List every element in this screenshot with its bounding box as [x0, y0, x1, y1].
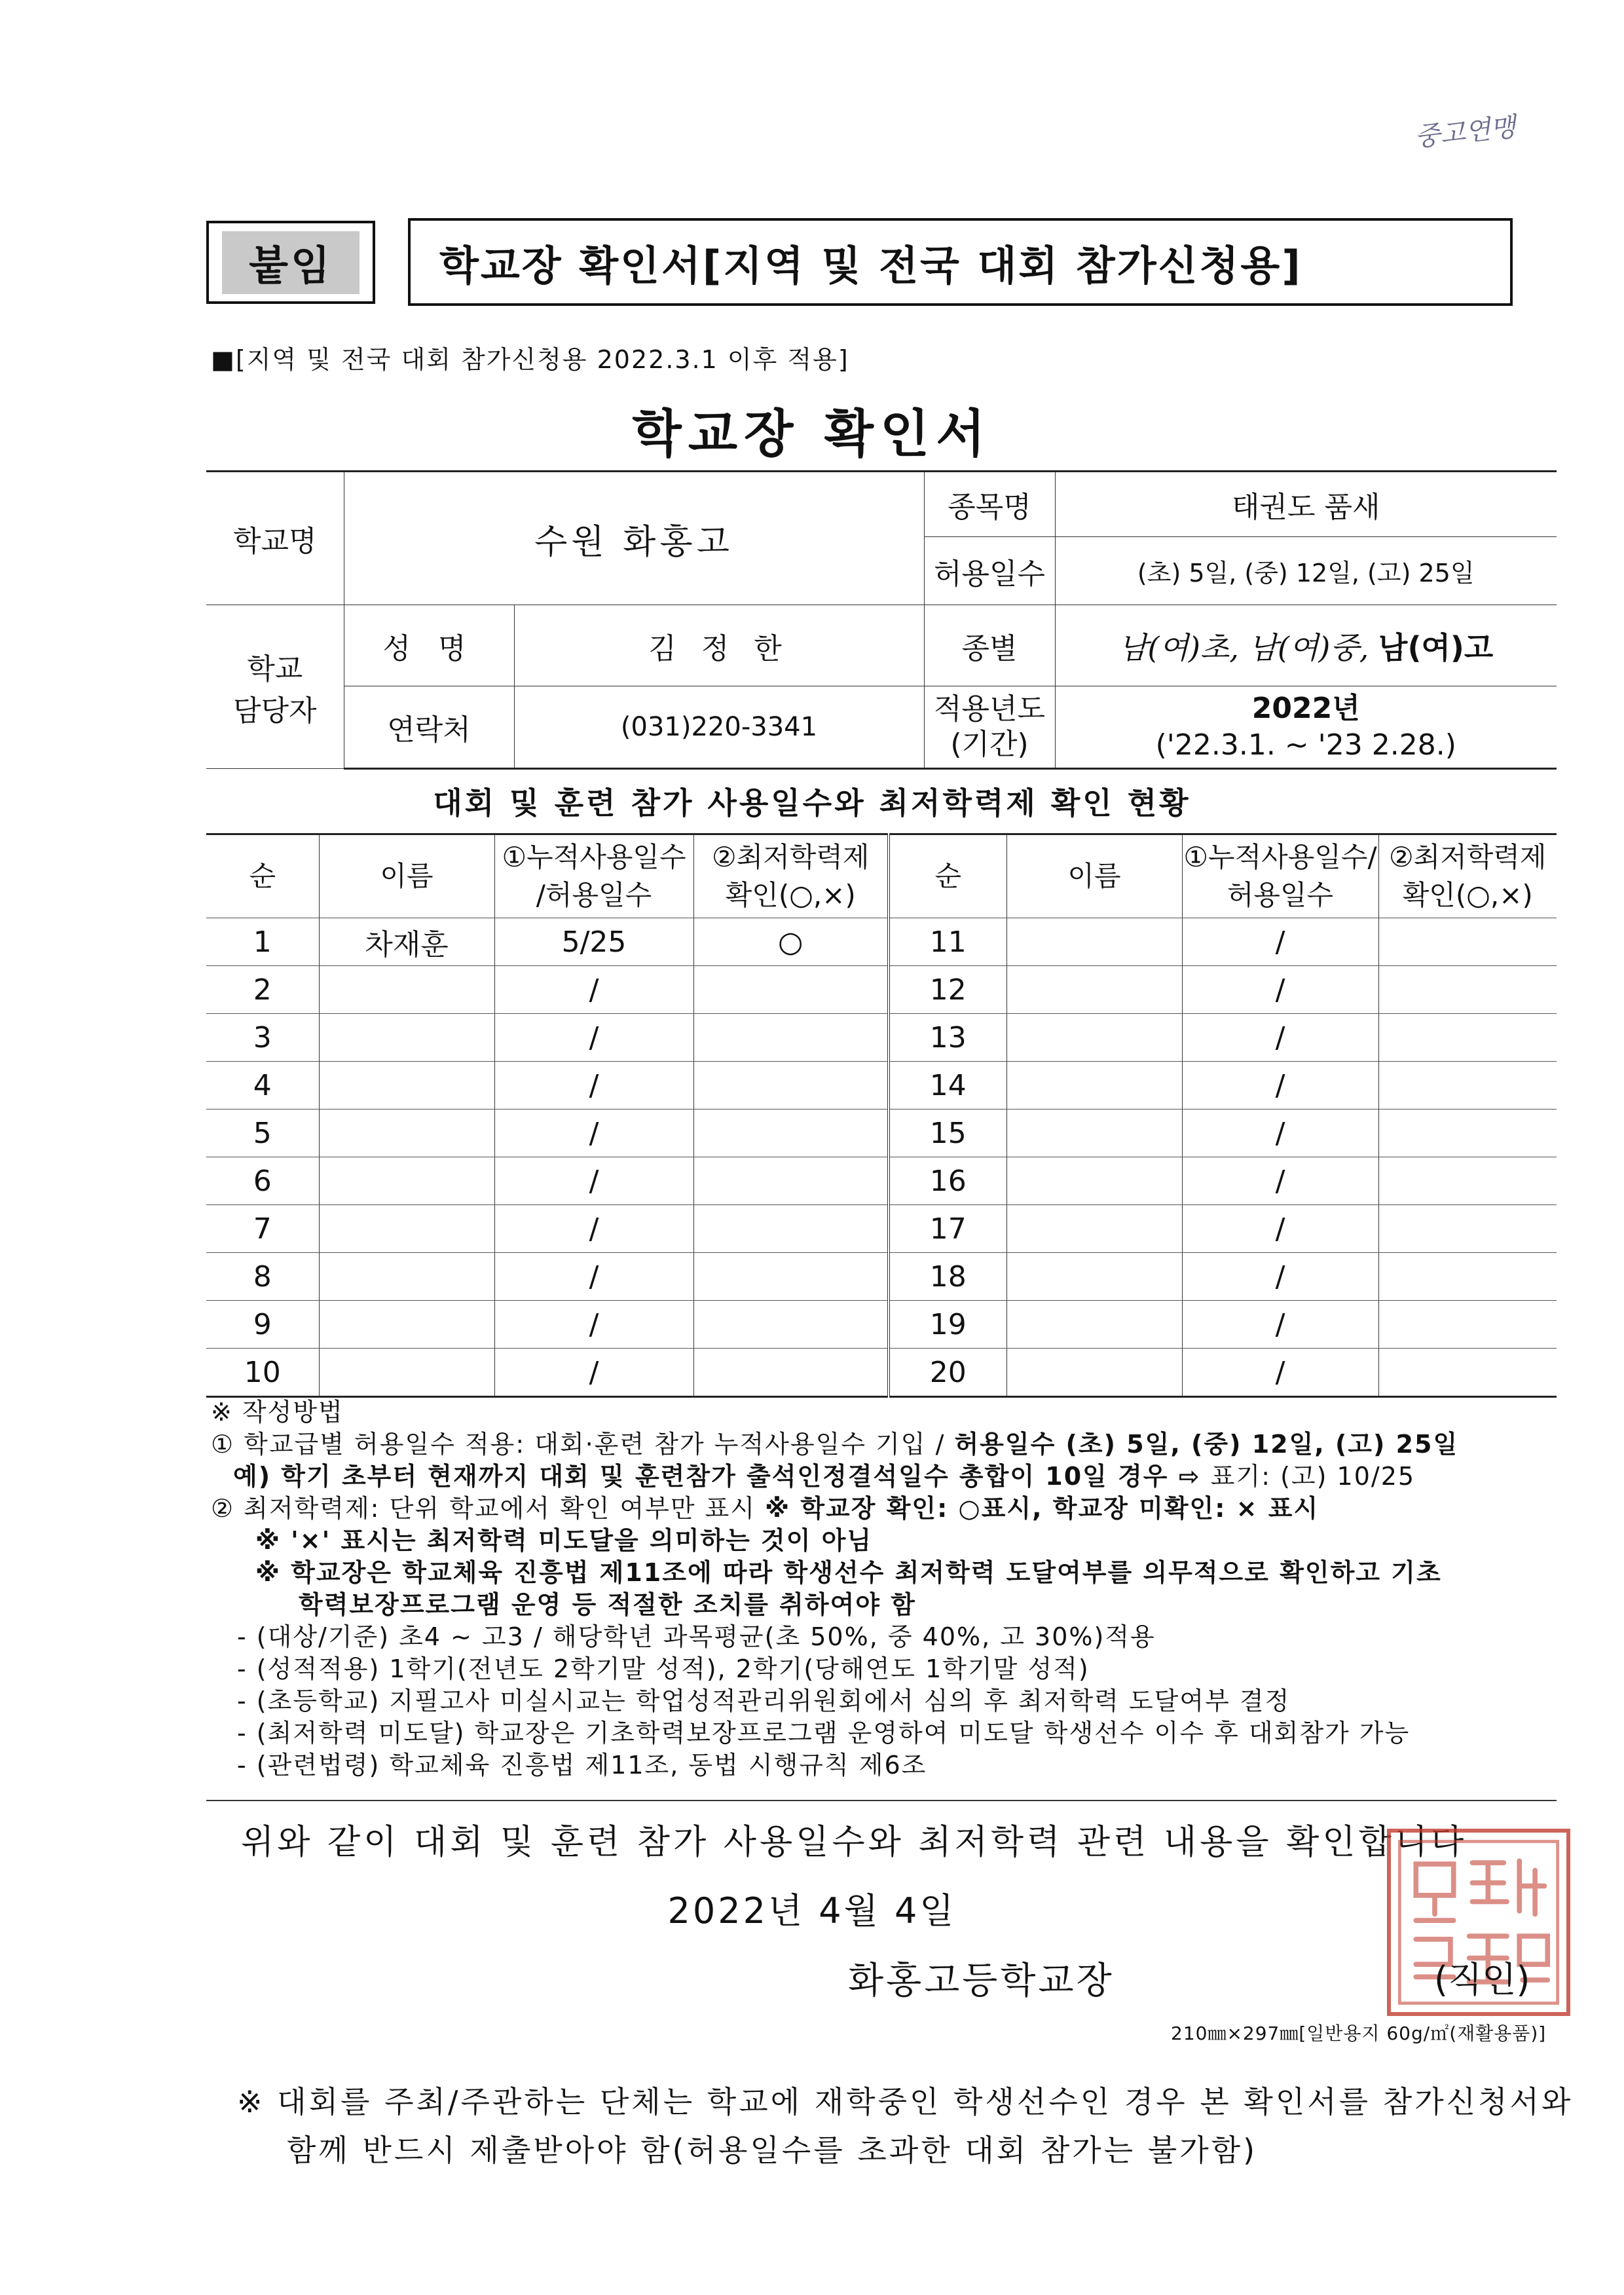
table-row — [206, 1014, 1557, 1062]
contact-label: 연락처 — [344, 686, 514, 769]
row-days-2: / — [1182, 918, 1378, 966]
row-name-2 — [1006, 1110, 1182, 1157]
paper-spec: 210㎜×297㎜[일반용지 60g/㎡(재활용품)] — [1171, 2023, 1547, 2044]
gender-value-a: 남(여)초, 남(여)중, — [1118, 629, 1379, 665]
header-check-2 — [1378, 834, 1557, 918]
row-days-2: / — [1182, 1349, 1378, 1397]
row-days-2: / — [1182, 1301, 1378, 1349]
row-check — [693, 1062, 889, 1110]
row-days: / — [494, 1157, 693, 1205]
table-row — [206, 1253, 1557, 1301]
row-check: ○ — [693, 918, 889, 966]
row-name-2 — [1006, 1157, 1182, 1205]
notes-heading: ※ 작성방법 — [211, 1398, 344, 1427]
footer-line-1: ※ 대회를 주최/주관하는 단체는 학교에 재학중인 학생선수인 경우 본 확인서를 참가신청서와 — [237, 2084, 1574, 2119]
manager-label — [206, 605, 344, 769]
table-row — [206, 1157, 1557, 1205]
row-days: / — [494, 1062, 693, 1110]
period-year: 2022년 — [1251, 692, 1360, 725]
note-3: ※ '×' 표시는 최저학력 미도달을 의미하는 것이 아님 — [255, 1526, 873, 1555]
note-2a: ② 최저학력제: 단위 학교에서 확인 여부만 표시 — [211, 1494, 766, 1523]
row-name — [319, 1110, 494, 1157]
row-check — [693, 1301, 889, 1349]
detail-1: - (대상/기준) 초4 ~ 고3 / 해당학년 과목평균(초 50%, 중 40%, 고 30%)적용 — [237, 1622, 1156, 1651]
row-days-2: / — [1182, 1110, 1378, 1157]
note-4b: 학력보장프로그램 운영 등 적절한 조치를 취하여야 함 — [299, 1590, 916, 1619]
header-check-1: ②최저학력제 — [711, 841, 870, 873]
gender-value — [1055, 605, 1557, 686]
school-label: 학교명 — [206, 472, 344, 605]
note-1c: 예) 학기 초부터 현재까지 대회 및 훈련참가 출석인정결석일수 총합이 10일 경우 ⇨ — [233, 1462, 1211, 1491]
row-check — [693, 1253, 889, 1301]
participation-table — [206, 833, 1557, 1398]
header-check-2-2: 확인(○,×) — [1402, 879, 1533, 911]
row-no: 2 — [206, 966, 319, 1014]
row-days-2: / — [1182, 966, 1378, 1014]
attachment-box — [206, 221, 375, 304]
row-name-2 — [1006, 918, 1182, 966]
header-check — [693, 834, 889, 918]
row-check — [693, 1014, 889, 1062]
table-row — [206, 918, 1557, 966]
manager-label-1: 학교 — [247, 652, 303, 686]
header-name-2: 이름 — [1006, 834, 1182, 918]
table-row — [206, 1062, 1557, 1110]
row-name — [319, 1301, 494, 1349]
event-label: 종목명 — [924, 472, 1055, 537]
allow-value: (초) 5일, (중) 12일, (고) 25일 — [1055, 537, 1557, 605]
contact-value: (031)220-3341 — [514, 686, 924, 769]
row-days-2: / — [1182, 1253, 1378, 1301]
row-no-2: 14 — [889, 1062, 1006, 1110]
row-check — [693, 1157, 889, 1205]
header-check-2: 확인(○,×) — [725, 879, 856, 911]
row-no: 4 — [206, 1062, 319, 1110]
row-no: 9 — [206, 1301, 319, 1349]
attachment-label: 붙임 — [222, 231, 360, 294]
name-value: 김 정 한 — [514, 605, 924, 686]
note-1-example — [211, 1461, 1573, 1493]
note-1a: ① 학교급별 허용일수 적용: 대회·훈련 참가 누적사용일수 기입 / — [211, 1430, 955, 1459]
header-days-1: ①누적사용일수 — [502, 841, 686, 873]
row-check-2 — [1378, 966, 1557, 1014]
note-2b: ※ 학교장 확인: ○표시, 학교장 미확인: × 표시 — [765, 1494, 1320, 1523]
detail-5: - (관련법령) 학교체육 진흥법 제11조, 동법 시행규칙 제6조 — [237, 1751, 927, 1780]
row-days: / — [494, 1014, 693, 1062]
header-no: 순 — [206, 834, 319, 918]
row-no-2: 12 — [889, 966, 1006, 1014]
instructions — [211, 1396, 1573, 1782]
row-name-2 — [1006, 966, 1182, 1014]
table-row — [206, 966, 1557, 1014]
footer-line-2: 함께 반드시 제출받아야 함(허용일수를 초과한 대회 참가는 불가함) — [287, 2133, 1258, 2168]
gender-label: 종별 — [924, 605, 1055, 686]
header-no-2: 순 — [889, 834, 1006, 918]
detail-2: - (성적적용) 1학기(전년도 2학기말 성적), 2학기(당해연도 1학기말 성적) — [237, 1654, 1090, 1683]
table-row — [206, 1110, 1557, 1157]
row-check-2 — [1378, 1157, 1557, 1205]
event-value: 태권도 품새 — [1055, 472, 1557, 537]
handwritten-note: 중고연맹 — [1413, 112, 1517, 153]
row-days-2: / — [1182, 1062, 1378, 1110]
row-name — [319, 1205, 494, 1253]
header-days-right-2: 허용일수 — [1227, 879, 1334, 911]
detail-4: - (최저학력 미도달) 학교장은 기초학력보장프로그램 운영하여 미도달 학생선수 이수 후 대회참가 가능 — [237, 1719, 1411, 1747]
period-value — [1055, 686, 1557, 769]
row-name — [319, 966, 494, 1014]
manager-label-2: 담당자 — [232, 694, 317, 728]
period-label-2: (기간) — [950, 728, 1029, 761]
row-name-2 — [1006, 1205, 1182, 1253]
row-name — [319, 1014, 494, 1062]
row-days: / — [494, 1110, 693, 1157]
table-row — [206, 1205, 1557, 1253]
school-value: 수원 화홍고 — [344, 472, 924, 605]
row-check — [693, 966, 889, 1014]
row-no-2: 20 — [889, 1349, 1006, 1397]
issue-date: 2022년 4월 4일 — [667, 1890, 957, 1931]
row-no: 1 — [206, 918, 319, 966]
row-name-2 — [1006, 1014, 1182, 1062]
notice-line: ■[지역 및 전국 대회 참가신청용 2022.3.1 이후 적용] — [211, 345, 849, 374]
row-check — [693, 1349, 889, 1397]
period-label-1: 적용년도 — [933, 692, 1045, 726]
row-check-2 — [1378, 1062, 1557, 1110]
info-table — [206, 470, 1557, 770]
row-days: / — [494, 966, 693, 1014]
row-no-2: 13 — [889, 1014, 1006, 1062]
header-name: 이름 — [319, 834, 494, 918]
row-no-2: 18 — [889, 1253, 1006, 1301]
row-name — [319, 1062, 494, 1110]
period-label — [924, 686, 1055, 769]
detail-3: - (초등학교) 지필고사 미실시교는 학업성적관리위원회에서 심의 후 최저학력 도달여부 결정 — [237, 1687, 1291, 1715]
header-days-2: /허용일수 — [536, 879, 652, 911]
row-name — [319, 1157, 494, 1205]
row-no-2: 16 — [889, 1157, 1006, 1205]
main-title: 학교장 확인서 — [632, 405, 992, 464]
row-days: / — [494, 1349, 693, 1397]
principal-name: 화홍고등학교장 — [848, 1960, 1115, 2002]
row-check-2 — [1378, 1349, 1557, 1397]
row-name: 차재훈 — [319, 918, 494, 966]
period-range: ('22.3.1. ~ '23 2.28.) — [1155, 728, 1456, 762]
note-4a: ※ 학교장은 학교체육 진흥법 제11조에 따라 학생선수 최저학력 도달여부를 의무적으로 확인하고 기초 — [255, 1558, 1442, 1587]
row-check-2 — [1378, 1205, 1557, 1253]
section-title: 대회 및 훈련 참가 사용일수와 최저학력제 확인 현황 — [433, 785, 1191, 821]
note-1 — [211, 1428, 1573, 1461]
header-days-right-1: ①누적사용일수/ — [1183, 841, 1377, 873]
seal-label: (직인) — [1434, 1959, 1530, 2000]
allow-label: 허용일수 — [924, 537, 1055, 605]
table-row — [206, 1301, 1557, 1349]
note-2 — [211, 1493, 1573, 1525]
row-days: / — [494, 1253, 693, 1301]
row-check — [693, 1205, 889, 1253]
row-days: / — [494, 1301, 693, 1349]
row-name-2 — [1006, 1301, 1182, 1349]
row-days: / — [494, 1205, 693, 1253]
note-1d: 표기: (고) 10/25 — [1210, 1462, 1416, 1491]
footer-note — [237, 2078, 1573, 2174]
row-check-2 — [1378, 1110, 1557, 1157]
row-no: 8 — [206, 1253, 319, 1301]
header-days-right — [1182, 834, 1378, 918]
row-check-2 — [1378, 1301, 1557, 1349]
row-name — [319, 1253, 494, 1301]
row-name-2 — [1006, 1253, 1182, 1301]
row-no-2: 11 — [889, 918, 1006, 966]
row-name — [319, 1349, 494, 1397]
row-check-2 — [1378, 918, 1557, 966]
row-days-2: / — [1182, 1014, 1378, 1062]
row-no: 6 — [206, 1157, 319, 1205]
row-no: 7 — [206, 1205, 319, 1253]
table-row — [206, 1349, 1557, 1397]
row-no-2: 15 — [889, 1110, 1006, 1157]
header-check-2-1: ②최저학력제 — [1388, 841, 1547, 873]
confirm-statement: 위와 같이 대회 및 훈련 참가 사용일수와 최저학력 관련 내용을 확인합니다 — [241, 1823, 1467, 1862]
separator — [206, 1800, 1557, 1801]
row-check-2 — [1378, 1014, 1557, 1062]
row-days-2: / — [1182, 1205, 1378, 1253]
row-no: 3 — [206, 1014, 319, 1062]
row-days-2: / — [1182, 1157, 1378, 1205]
row-name-2 — [1006, 1349, 1182, 1397]
gender-value-b: 남(여)고 — [1378, 629, 1494, 665]
row-check — [693, 1110, 889, 1157]
row-days: 5/25 — [494, 918, 693, 966]
header-title: 학교장 확인서[지역 및 전국 대회 참가신청용] — [408, 218, 1513, 306]
note-1b: 허용일수 (초) 5일, (중) 12일, (고) 25일 — [954, 1430, 1459, 1459]
row-no-2: 17 — [889, 1205, 1006, 1253]
row-no: 10 — [206, 1349, 319, 1397]
name-label: 성 명 — [344, 605, 514, 686]
header-days — [494, 834, 693, 918]
row-no-2: 19 — [889, 1301, 1006, 1349]
row-check-2 — [1378, 1253, 1557, 1301]
row-name-2 — [1006, 1062, 1182, 1110]
row-no: 5 — [206, 1110, 319, 1157]
